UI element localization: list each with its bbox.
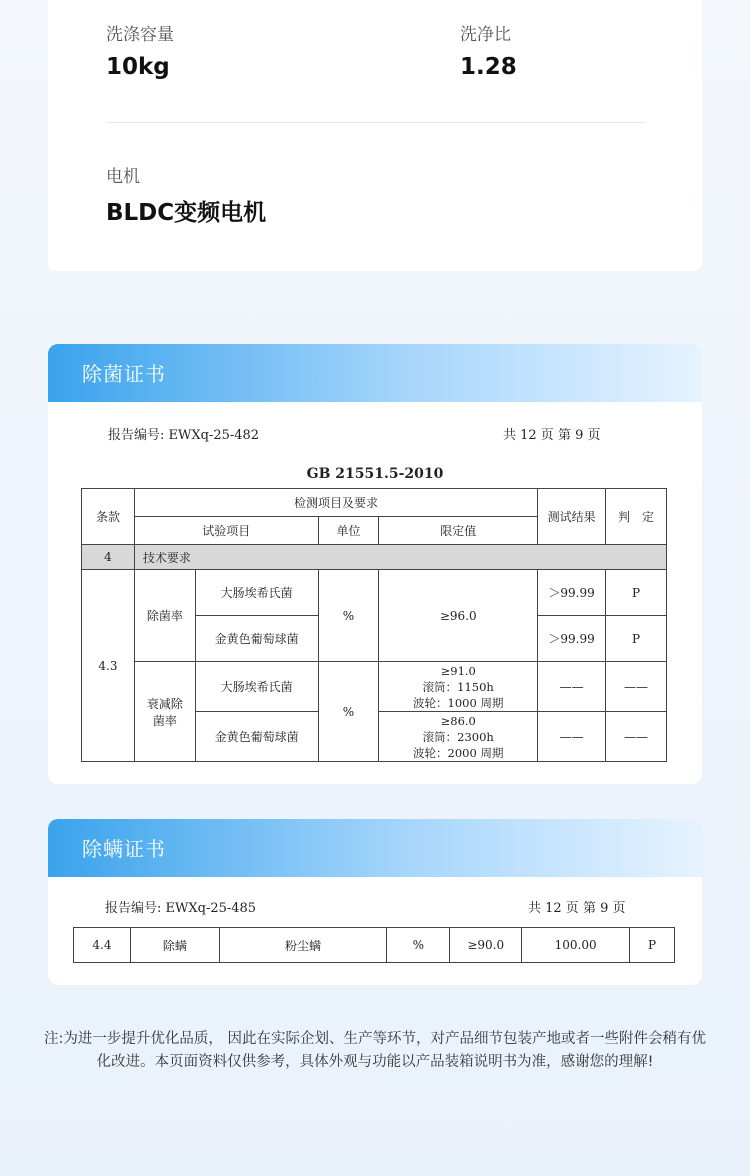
group1-verdict-1: P xyxy=(606,570,667,616)
antibac-standard: GB 21551.5-2010 xyxy=(306,466,444,482)
header-unit: 单位 xyxy=(318,517,379,545)
group2-name-line2: 菌率 xyxy=(152,713,177,728)
antibac-title: 除菌证书 xyxy=(48,344,702,402)
antimite-certificate xyxy=(48,819,702,985)
group1-item-1: 大肠埃希氏菌 xyxy=(195,570,318,616)
mite-name: 除螨 xyxy=(130,928,219,963)
antibac-page-info: 共 12 页 第 9 页 xyxy=(503,428,601,443)
spec-divider xyxy=(106,122,646,123)
header-limit: 限定值 xyxy=(379,517,538,545)
group2-limit-1-pulsator: 波轮：1000 周期 xyxy=(413,695,504,710)
antimite-table xyxy=(73,927,675,963)
group2-result-1: —— xyxy=(538,662,606,712)
group2-name xyxy=(134,662,195,762)
group2-item-2: 金黄色葡萄球菌 xyxy=(195,712,318,762)
group1-result-2: ＞99.99 xyxy=(538,616,606,662)
motor-label: 电机 xyxy=(106,167,140,187)
header-items-req: 检测项目及要求 xyxy=(134,489,537,517)
capacity-label: 洗涤容量 xyxy=(106,25,174,45)
mite-item: 粉尘螨 xyxy=(219,928,387,963)
group2-item-1: 大肠埃希氏菌 xyxy=(195,662,318,712)
capacity-value: 10kg xyxy=(106,54,170,80)
group2-name-line1: 衰减除 xyxy=(146,696,183,711)
group2-limit-1 xyxy=(379,662,538,712)
disclaimer-note: 注:为进一步提升优化品质， 因此在实际企划、生产等环节，对产品细节包装产地或者一些附件会稍有优化改进。本页面资料仅供参考，具体外观与功能以产品装箱说明书为准，感谢您的理解! xyxy=(44,1031,706,1070)
group2-verdict-1: —— xyxy=(606,662,667,712)
group2-limit-1-drum: 滚筒：1150h xyxy=(422,679,494,694)
tech-label: 技术要求 xyxy=(134,545,666,570)
antimite-page-info: 共 12 页 第 9 页 xyxy=(528,901,626,916)
mite-verdict: P xyxy=(630,928,675,963)
antibac-report-no: 报告编号: EWXq-25-482 xyxy=(108,428,260,443)
antimite-report-no: 报告编号: EWXq-25-485 xyxy=(105,901,257,916)
motor-value: BLDC变频电机 xyxy=(106,200,267,226)
mite-unit: % xyxy=(387,928,450,963)
group2-verdict-2: —— xyxy=(606,712,667,762)
group2-limit-2 xyxy=(379,712,538,762)
antibac-table xyxy=(81,488,667,762)
antibac-certificate xyxy=(48,344,702,784)
group1-verdict-2: P xyxy=(606,616,667,662)
tech-clause: 4 xyxy=(82,545,135,570)
spec-card xyxy=(48,0,702,271)
group2-limit-2-drum: 滚筒：2300h xyxy=(422,729,494,744)
ratio-value: 1.28 xyxy=(460,54,517,80)
clause-4-3: 4.3 xyxy=(82,570,135,762)
group1-limit: ≥96.0 xyxy=(379,570,538,662)
group1-unit: % xyxy=(318,570,379,662)
header-test-item: 试验项目 xyxy=(134,517,318,545)
group1-item-2: 金黄色葡萄球菌 xyxy=(195,616,318,662)
group2-limit-2-value: ≥86.0 xyxy=(440,713,476,728)
mite-result: 100.00 xyxy=(522,928,630,963)
header-clause: 条款 xyxy=(82,489,135,545)
group2-limit-1-value: ≥91.0 xyxy=(440,663,476,678)
mite-clause: 4.4 xyxy=(74,928,131,963)
header-result: 测试结果 xyxy=(538,489,606,545)
antimite-title: 除螨证书 xyxy=(48,819,702,877)
group2-unit: % xyxy=(318,662,379,762)
group2-limit-2-pulsator: 波轮：2000 周期 xyxy=(413,745,504,760)
ratio-label: 洗净比 xyxy=(460,25,511,45)
group1-name: 除菌率 xyxy=(134,570,195,662)
mite-limit: ≥90.0 xyxy=(450,928,522,963)
header-verdict: 判 定 xyxy=(606,489,667,545)
group2-result-2: —— xyxy=(538,712,606,762)
group1-result-1: ＞99.99 xyxy=(538,570,606,616)
